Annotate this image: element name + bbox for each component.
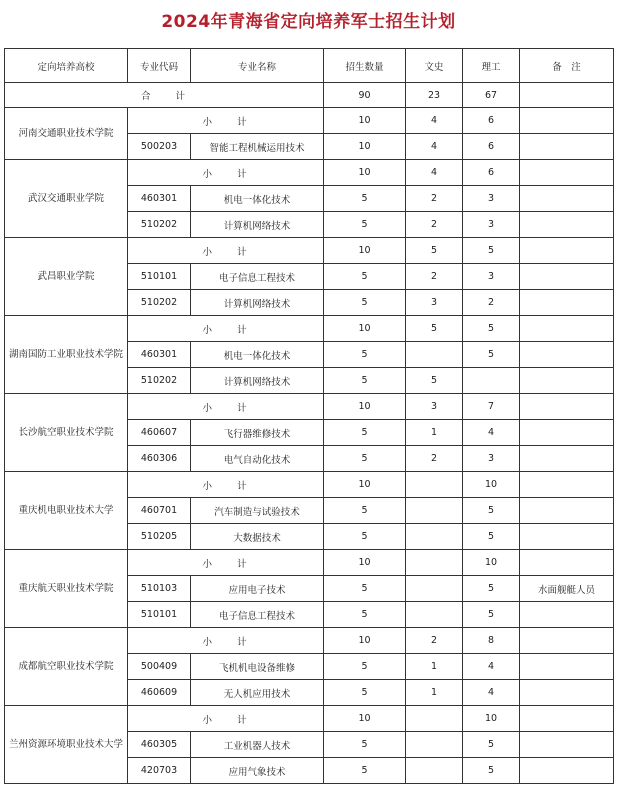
subtotal-label: 小 计 <box>128 394 324 420</box>
major-code: 460305 <box>128 732 191 758</box>
major-count: 5 <box>324 290 406 316</box>
major-count: 5 <box>324 498 406 524</box>
major-name: 计算机网络技术 <box>191 368 324 394</box>
subtotal-count: 10 <box>324 394 406 420</box>
major-count: 5 <box>324 524 406 550</box>
major-arts: 2 <box>406 212 463 238</box>
major-science: 2 <box>463 290 520 316</box>
major-name: 机电一体化技术 <box>191 342 324 368</box>
school-name: 重庆机电职业技术大学 <box>5 472 128 550</box>
school-name: 河南交通职业技术学院 <box>5 108 128 160</box>
subtotal-arts: 5 <box>406 316 463 342</box>
major-science: 5 <box>463 524 520 550</box>
major-note <box>520 186 614 212</box>
subtotal-arts <box>406 550 463 576</box>
subtotal-arts: 4 <box>406 108 463 134</box>
major-name: 大数据技术 <box>191 524 324 550</box>
subtotal-note <box>520 472 614 498</box>
subtotal-label: 小 计 <box>128 108 324 134</box>
major-count: 5 <box>324 576 406 602</box>
major-count: 5 <box>324 446 406 472</box>
major-code: 510101 <box>128 264 191 290</box>
subtotal-row <box>5 160 614 186</box>
header-science: 理工 <box>463 49 520 83</box>
major-science: 5 <box>463 576 520 602</box>
grand-total-science: 67 <box>463 83 520 108</box>
subtotal-science: 6 <box>463 160 520 186</box>
subtotal-arts: 5 <box>406 238 463 264</box>
major-count: 5 <box>324 420 406 446</box>
major-arts: 3 <box>406 290 463 316</box>
major-code: 500409 <box>128 654 191 680</box>
major-name: 电子信息工程技术 <box>191 264 324 290</box>
header-arts: 文史 <box>406 49 463 83</box>
major-code: 500203 <box>128 134 191 160</box>
major-science: 5 <box>463 732 520 758</box>
major-science: 4 <box>463 420 520 446</box>
major-note <box>520 342 614 368</box>
subtotal-label: 小 计 <box>128 472 324 498</box>
major-code: 510202 <box>128 212 191 238</box>
subtotal-science: 5 <box>463 238 520 264</box>
school-name: 重庆航天职业技术学院 <box>5 550 128 628</box>
major-note <box>520 368 614 394</box>
major-name: 飞行器维修技术 <box>191 420 324 446</box>
subtotal-label: 小 计 <box>128 238 324 264</box>
major-arts: 1 <box>406 680 463 706</box>
major-code: 510205 <box>128 524 191 550</box>
subtotal-row <box>5 706 614 732</box>
major-name: 应用电子技术 <box>191 576 324 602</box>
major-note <box>520 446 614 472</box>
subtotal-row <box>5 628 614 654</box>
subtotal-note <box>520 706 614 732</box>
school-name: 兰州资源环境职业技术大学 <box>5 706 128 784</box>
subtotal-arts: 3 <box>406 394 463 420</box>
major-arts: 1 <box>406 420 463 446</box>
major-note <box>520 290 614 316</box>
enrollment-plan-table <box>4 48 614 784</box>
subtotal-count: 10 <box>324 108 406 134</box>
subtotal-arts <box>406 472 463 498</box>
major-science: 5 <box>463 342 520 368</box>
subtotal-note <box>520 108 614 134</box>
subtotal-note <box>520 238 614 264</box>
major-code: 460306 <box>128 446 191 472</box>
subtotal-count: 10 <box>324 160 406 186</box>
subtotal-note <box>520 394 614 420</box>
subtotal-note <box>520 550 614 576</box>
major-note: 水面舰艇人员 <box>520 576 614 602</box>
major-count: 5 <box>324 758 406 784</box>
major-note <box>520 680 614 706</box>
subtotal-row <box>5 238 614 264</box>
major-science: 3 <box>463 264 520 290</box>
subtotal-row <box>5 394 614 420</box>
major-science: 5 <box>463 758 520 784</box>
subtotal-label: 小 计 <box>128 706 324 732</box>
grand-total-label: 合 计 <box>5 83 324 108</box>
subtotal-note <box>520 628 614 654</box>
major-arts: 2 <box>406 446 463 472</box>
subtotal-count: 10 <box>324 628 406 654</box>
major-count: 5 <box>324 732 406 758</box>
major-name: 飞机机电设备维修 <box>191 654 324 680</box>
major-arts: 1 <box>406 654 463 680</box>
major-note <box>520 524 614 550</box>
major-arts: 4 <box>406 134 463 160</box>
major-count: 5 <box>324 342 406 368</box>
school-name: 成都航空职业技术学院 <box>5 628 128 706</box>
header-code: 专业代码 <box>128 49 191 83</box>
major-science: 6 <box>463 134 520 160</box>
header-school: 定向培养高校 <box>5 49 128 83</box>
major-arts <box>406 732 463 758</box>
major-name: 机电一体化技术 <box>191 186 324 212</box>
subtotal-count: 10 <box>324 550 406 576</box>
major-name: 无人机应用技术 <box>191 680 324 706</box>
grand-total-count: 90 <box>324 83 406 108</box>
major-count: 5 <box>324 212 406 238</box>
subtotal-science: 8 <box>463 628 520 654</box>
grand-total-row <box>5 83 614 108</box>
grand-total-note <box>520 83 614 108</box>
major-science: 5 <box>463 602 520 628</box>
major-arts <box>406 758 463 784</box>
major-code: 460301 <box>128 186 191 212</box>
major-note <box>520 602 614 628</box>
major-science: 4 <box>463 654 520 680</box>
major-count: 5 <box>324 368 406 394</box>
major-science: 3 <box>463 212 520 238</box>
major-note <box>520 420 614 446</box>
school-name: 武汉交通职业学院 <box>5 160 128 238</box>
subtotal-row <box>5 316 614 342</box>
subtotal-note <box>520 316 614 342</box>
major-name: 智能工程机械运用技术 <box>191 134 324 160</box>
subtotal-science: 10 <box>463 706 520 732</box>
school-name: 长沙航空职业技术学院 <box>5 394 128 472</box>
subtotal-label: 小 计 <box>128 160 324 186</box>
major-count: 5 <box>324 602 406 628</box>
major-science <box>463 368 520 394</box>
subtotal-science: 7 <box>463 394 520 420</box>
major-count: 10 <box>324 134 406 160</box>
major-code: 510202 <box>128 368 191 394</box>
subtotal-label: 小 计 <box>128 316 324 342</box>
major-code: 510202 <box>128 290 191 316</box>
subtotal-science: 10 <box>463 472 520 498</box>
subtotal-arts <box>406 706 463 732</box>
subtotal-count: 10 <box>324 706 406 732</box>
major-note <box>520 212 614 238</box>
header-notes: 备 注 <box>520 49 614 83</box>
major-note <box>520 758 614 784</box>
subtotal-note <box>520 160 614 186</box>
major-arts: 5 <box>406 368 463 394</box>
subtotal-arts: 2 <box>406 628 463 654</box>
major-name: 电气自动化技术 <box>191 446 324 472</box>
major-code: 460609 <box>128 680 191 706</box>
major-name: 计算机网络技术 <box>191 212 324 238</box>
major-arts: 2 <box>406 264 463 290</box>
subtotal-row <box>5 472 614 498</box>
subtotal-science: 10 <box>463 550 520 576</box>
major-code: 460301 <box>128 342 191 368</box>
school-name: 武昌职业学院 <box>5 238 128 316</box>
major-name: 电子信息工程技术 <box>191 602 324 628</box>
major-note <box>520 264 614 290</box>
major-count: 5 <box>324 654 406 680</box>
major-note <box>520 654 614 680</box>
major-code: 510101 <box>128 602 191 628</box>
major-code: 420703 <box>128 758 191 784</box>
major-name: 汽车制造与试验技术 <box>191 498 324 524</box>
subtotal-science: 6 <box>463 108 520 134</box>
subtotal-row <box>5 108 614 134</box>
major-arts <box>406 576 463 602</box>
major-note <box>520 498 614 524</box>
header-count: 招生数量 <box>324 49 406 83</box>
major-science: 4 <box>463 680 520 706</box>
school-name: 湖南国防工业职业技术学院 <box>5 316 128 394</box>
major-arts <box>406 524 463 550</box>
table-header-row <box>5 49 614 83</box>
major-name: 计算机网络技术 <box>191 290 324 316</box>
major-code: 510103 <box>128 576 191 602</box>
subtotal-row <box>5 550 614 576</box>
major-science: 3 <box>463 446 520 472</box>
major-science: 5 <box>463 498 520 524</box>
major-arts <box>406 602 463 628</box>
major-arts: 2 <box>406 186 463 212</box>
major-code: 460701 <box>128 498 191 524</box>
major-code: 460607 <box>128 420 191 446</box>
major-count: 5 <box>324 264 406 290</box>
header-major: 专业名称 <box>191 49 324 83</box>
major-name: 工业机器人技术 <box>191 732 324 758</box>
major-name: 应用气象技术 <box>191 758 324 784</box>
subtotal-count: 10 <box>324 238 406 264</box>
page-title: 2024年青海省定向培养军士招生计划 <box>161 12 456 32</box>
subtotal-count: 10 <box>324 316 406 342</box>
subtotal-count: 10 <box>324 472 406 498</box>
major-arts <box>406 342 463 368</box>
major-note <box>520 134 614 160</box>
grand-total-arts: 23 <box>406 83 463 108</box>
major-note <box>520 732 614 758</box>
major-science: 3 <box>463 186 520 212</box>
major-arts <box>406 498 463 524</box>
subtotal-science: 5 <box>463 316 520 342</box>
major-count: 5 <box>324 186 406 212</box>
subtotal-label: 小 计 <box>128 628 324 654</box>
subtotal-label: 小 计 <box>128 550 324 576</box>
subtotal-arts: 4 <box>406 160 463 186</box>
major-count: 5 <box>324 680 406 706</box>
